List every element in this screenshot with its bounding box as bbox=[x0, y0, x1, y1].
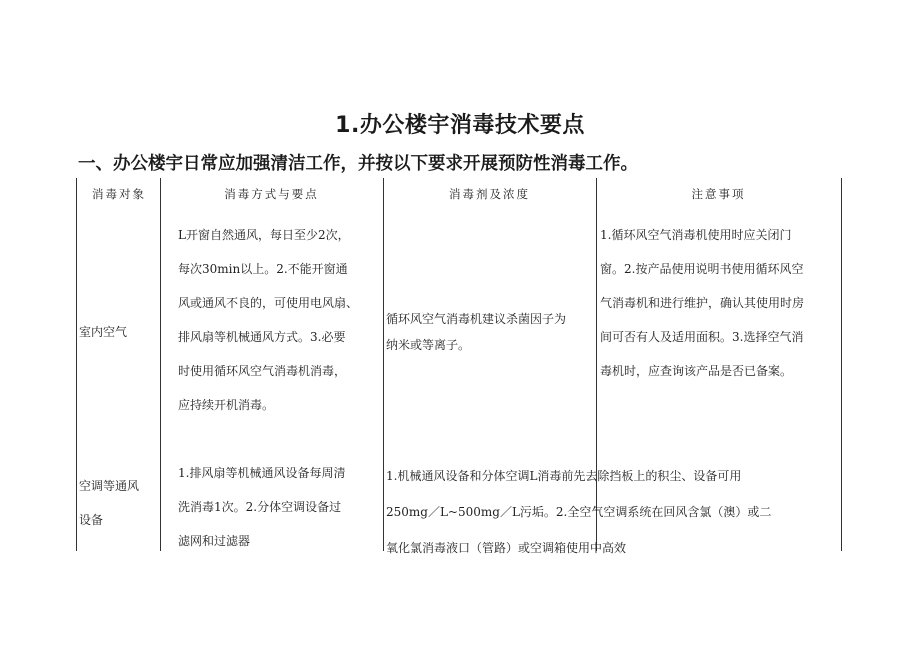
row1-method-line: 排风扇等机械通风方式。3.必要 bbox=[178, 330, 346, 344]
row1-notes-line: 间可否有人及适用面积。3.选择空气消 bbox=[600, 330, 804, 344]
row1-notes-line: 1.循环风空气消毒机使用时应关闭门 bbox=[600, 228, 792, 242]
row2-method-line: 洗消毒1次。2.分体空调设备过 bbox=[178, 500, 342, 514]
row1-disinfectant-line: 循环风空气消毒机建议杀菌因子为 bbox=[386, 312, 567, 326]
row2-method-line: 滤网和过滤器 bbox=[178, 534, 251, 548]
row2-merged-line: 氧化氯消毒液口（管路）或空调箱使用中高效 bbox=[386, 541, 627, 555]
row1-notes bbox=[600, 218, 841, 388]
row2-merged-content bbox=[386, 458, 841, 566]
row1-method bbox=[178, 218, 383, 422]
row1-notes-line: 气消毒机和进行维护，确认其使用时房 bbox=[600, 296, 805, 310]
row1-method-line: 每次30min以上。2.不能开窗通 bbox=[178, 262, 348, 276]
row2-method-line: 1.排风扇等机械通风设备每周清 bbox=[178, 466, 346, 480]
table-divider-1 bbox=[160, 178, 161, 551]
table-divider-2 bbox=[383, 178, 384, 551]
row2-merged-line: 1.机械通风设备和分体空调L消毒前先去除挡板上的积尘、设备可用 bbox=[386, 469, 742, 483]
row2-method bbox=[178, 456, 383, 558]
table-border-right bbox=[841, 178, 842, 551]
row1-disinfectant-line: 纳米或等离子。 bbox=[386, 338, 471, 352]
row1-notes-line: 窗。2.按产品使用说明书使用循环风空 bbox=[600, 262, 804, 276]
table-border-left bbox=[76, 178, 77, 551]
section-heading: 一、办公楼宇日常应加强清洁工作，并按以下要求开展预防性消毒工作。 bbox=[78, 154, 638, 174]
document-title: 1.办公楼宇消毒技术要点 bbox=[335, 113, 585, 138]
header-notes: 注意事项 bbox=[691, 187, 746, 201]
row1-method-line: 风或通风不良的，可使用电风扇、 bbox=[178, 296, 359, 310]
row2-object-line: 空调等通风 bbox=[79, 479, 140, 493]
row1-notes-line: 毒机时，应查询该产品是否已备案。 bbox=[600, 364, 793, 378]
row1-disinfectant bbox=[386, 306, 596, 358]
row1-object: 室内空气 bbox=[79, 325, 128, 339]
row2-merged-line: 250mg／L~500mg／L污垢。2.全空气空调系统在回风含氯（澳）或二 bbox=[386, 505, 772, 519]
row1-method-line: 应持续开机消毒。 bbox=[178, 398, 275, 412]
header-object: 消毒对象 bbox=[92, 187, 146, 201]
header-method: 消毒方式与要点 bbox=[224, 187, 319, 201]
row1-method-line: L开窗自然通风，每日至少2次， bbox=[178, 228, 350, 242]
header-disinfectant: 消毒剂及浓度 bbox=[449, 187, 530, 201]
row1-method-line: 时使用循环风空气消毒机消毒， bbox=[178, 364, 347, 378]
row2-object-line: 设备 bbox=[79, 513, 104, 527]
row2-object bbox=[79, 469, 159, 537]
